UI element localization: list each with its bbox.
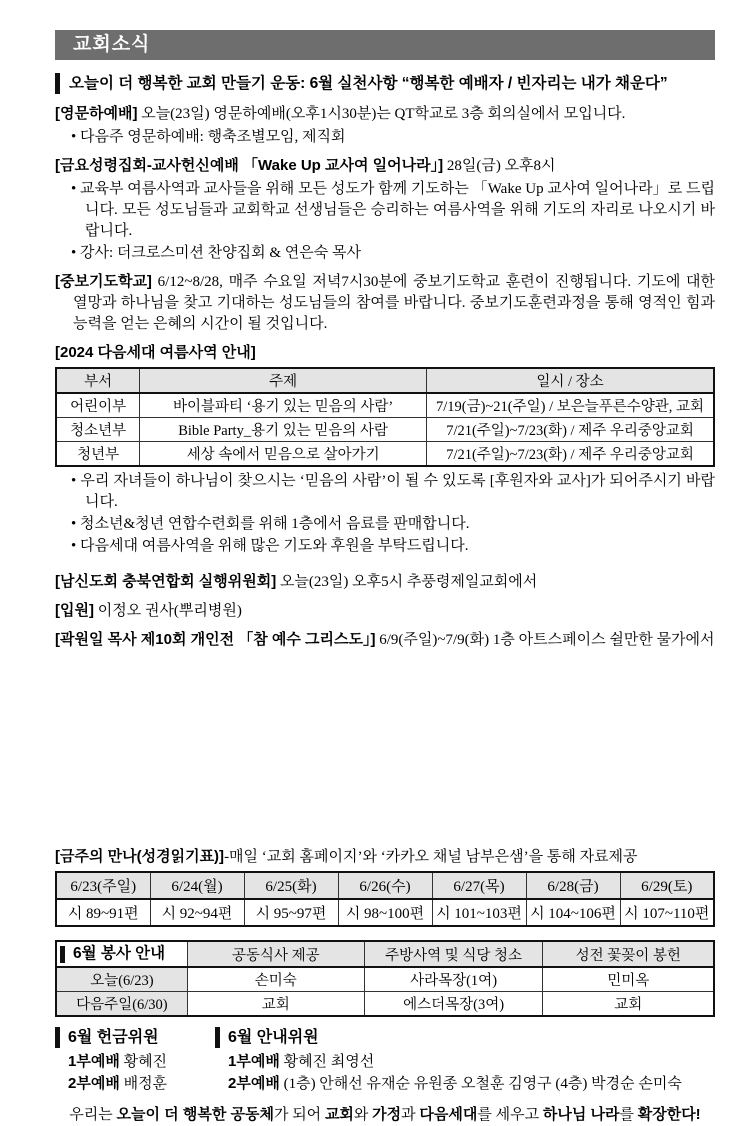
table-header-row [56, 872, 714, 899]
manna-heading [55, 846, 715, 868]
june-service-table [55, 940, 715, 1017]
friday-revival-bullet-1: • 교육부 여름사역과 교사들을 위해 모든 성도가 함께 기도하는 「Wake Up 교사여 일어나라」로 드립니다. 모든 성도님들과 교회학교 선생님들은 승리하는 여름사역을 위해 기도의 자리로 나오시기 바랍니다. [55, 179, 715, 242]
table-row [56, 393, 714, 418]
motto-segment-bold: 다음세대 [419, 1106, 478, 1123]
exhibition-text: 6/9(주일)~7/9(화) 1층 아트스페이스 쉴만한 물가에서 [379, 632, 715, 648]
summer-ministry-heading [55, 342, 715, 364]
church-news-title-bar: 교회소식 [55, 30, 715, 60]
header-date-place: 일시 / 장소 [427, 368, 714, 393]
cell-reading: 시 92~94편 [150, 899, 244, 926]
summer-note-3: • 다음세대 여름사역을 위해 많은 기도와 후원을 부탁드립니다. [55, 536, 715, 557]
cell-department: 어린이부 [56, 393, 140, 418]
friday-revival-label: [금요성령집회-교사헌신예배 「Wake Up 교사여 일어나라」] [55, 157, 444, 174]
usher-row-1 [215, 1051, 715, 1073]
table-row [56, 899, 714, 926]
service-2-label: 2부예배 [68, 1075, 120, 1092]
table-header-row [56, 368, 714, 393]
cell-meal: 교회 [187, 992, 364, 1017]
cell-department: 청소년부 [56, 418, 140, 442]
committee-section [55, 1027, 715, 1095]
manna-text: -매일 ‘교회 홈페이지’와 ‘카카오 채널 남부은샘’을 통해 자료제공 [224, 849, 638, 865]
monthly-campaign-headline: 오늘이 더 행복한 교회 만들기 운동: 6월 실천사항 “행복한 예배자 / 빈자리는 내가 채운다” [55, 73, 715, 94]
offering-row-2 [55, 1073, 215, 1095]
header-day: 6/27(목) [432, 872, 526, 899]
hospitalized-announcement [55, 600, 715, 622]
hospitalized-text: 이정오 권사(뿌리병원) [97, 603, 242, 619]
mens-council-label: [남신도회 충북연합회 실행위원회] [55, 573, 277, 590]
row-label-today: 오늘(6/23) [56, 967, 187, 992]
motto-segment-bold: 가정 [372, 1106, 402, 1123]
mens-council-announcement [55, 571, 715, 593]
header-theme: 주제 [140, 368, 427, 393]
service-2-name: 배정훈 [123, 1076, 168, 1092]
motto-segment: 를 세우고 [477, 1107, 543, 1123]
table-row [56, 992, 714, 1017]
cell-reading: 시 98~100편 [338, 899, 432, 926]
motto-segment: 우리는 [69, 1107, 117, 1123]
friday-revival-bullet-2: • 강사: 더크로스미션 찬양집회 & 연은숙 목사 [55, 243, 715, 264]
english-worship-bullet: • 다음주 영문하예배: 행축조별모임, 제직회 [55, 127, 715, 148]
cell-reading: 시 101~103편 [432, 899, 526, 926]
header-day: 6/29(토) [620, 872, 714, 899]
service-table-title-cell [56, 941, 187, 967]
exhibition-announcement [55, 629, 715, 651]
motto-segment: 과 [401, 1107, 420, 1123]
cell-flowers: 교회 [543, 992, 714, 1017]
header-flowers: 성전 꽃꽂이 봉헌 [543, 941, 714, 967]
service-1-label: 1부예배 [228, 1053, 280, 1070]
cell-reading: 시 107~110편 [620, 899, 714, 926]
cell-reading: 시 95~97편 [244, 899, 338, 926]
offering-committee [55, 1027, 215, 1095]
usher-committee-title: 6월 안내위원 [215, 1027, 715, 1048]
motto-segment: 가 되어 [273, 1107, 325, 1123]
service-1-label: 1부예배 [68, 1053, 120, 1070]
table-header-row [56, 941, 714, 967]
header-meal: 공동식사 제공 [187, 941, 364, 967]
summer-notes [55, 471, 715, 557]
offering-committee-title: 6월 헌금위원 [55, 1027, 215, 1048]
cell-theme: 세상 속에서 믿음으로 살아가기 [140, 442, 427, 467]
cell-reading: 시 104~106편 [526, 899, 620, 926]
table-row [56, 967, 714, 992]
cell-theme: 바이블파티 ‘용기 있는 믿음의 사람’ [140, 393, 427, 418]
motto-segment: 와 [353, 1107, 373, 1123]
usher-committee [215, 1027, 715, 1095]
row-label-next-week: 다음주일(6/30) [56, 992, 187, 1017]
cell-kitchen: 사라목장(1여) [364, 967, 543, 992]
header-day: 6/24(월) [150, 872, 244, 899]
cell-reading: 시 89~91편 [56, 899, 150, 926]
header-department: 부서 [56, 368, 140, 393]
motto-segment-bold: 하나님 나라 [542, 1106, 620, 1123]
summer-note-2: • 청소년&청년 연합수련회를 위해 1층에서 음료를 판매합니다. [55, 514, 715, 535]
cell-date-place: 7/21(주일)~7/23(화) / 제주 우리중앙교회 [427, 418, 714, 442]
service-1-names: 황혜진 최영선 [283, 1054, 375, 1070]
service-2-label: 2부예배 [228, 1075, 280, 1092]
header-day: 6/23(주일) [56, 872, 150, 899]
cell-date-place: 7/21(주일)~7/23(화) / 제주 우리중앙교회 [427, 442, 714, 467]
church-motto [55, 1104, 715, 1126]
mens-council-text: 오늘(23일) 오후5시 추풍령제일교회에서 [279, 574, 538, 590]
cell-kitchen: 에스더목장(3여) [364, 992, 543, 1017]
intercession-school-text: 6/12~8/28, 매주 수요일 저녁7시30분에 중보기도학교 훈련이 진행됩니다. 기도에 대한 열망과 하나님을 찾고 기대하는 성도님들의 참여를 바랍니다. 중보기도훈련과정을 통해 영적인 힘과 능력을 얻는 은혜의 시간이 될 것입니다. [73, 274, 715, 332]
motto-segment-bold: 교회 [324, 1106, 354, 1123]
service-table-title-text: 6월 봉사 안내 [73, 945, 166, 962]
cell-meal: 손미숙 [187, 967, 364, 992]
motto-segment: 를 [619, 1107, 638, 1123]
friday-revival-announcement [55, 155, 715, 177]
cell-date-place: 7/19(금)~21(주일) / 보은늘푸른수양관, 교회 [427, 393, 714, 418]
header-kitchen: 주방사역 및 식당 청소 [364, 941, 543, 967]
cell-theme: Bible Party_용기 있는 믿음의 사람 [140, 418, 427, 442]
header-day: 6/26(수) [338, 872, 432, 899]
offering-row-1 [55, 1051, 215, 1073]
motto-segment-bold: 확장한다! [637, 1106, 701, 1123]
header-day: 6/25(화) [244, 872, 338, 899]
friday-revival-text: 28일(금) 오후8시 [446, 158, 556, 174]
service-2-names: (1층) 안해선 유재순 유원종 오철훈 김영구 (4층) 박경순 손미숙 [283, 1076, 682, 1092]
english-worship-label: [영문하예배] [55, 105, 138, 122]
service-table-title [60, 943, 184, 965]
bible-reading-table [55, 871, 715, 927]
blank-space [55, 653, 715, 846]
service-1-name: 황혜진 [123, 1054, 168, 1070]
intercession-school-label: [중보기도학교] [55, 273, 152, 290]
summer-note-1: • 우리 자녀들이 하나님이 찾으시는 ‘믿음의 사람’이 될 수 있도록 [후원자와 교사]가 되어주시기 바랍니다. [55, 471, 715, 513]
summer-ministry-label: [2024 다음세대 여름사역 안내] [55, 344, 256, 361]
intercession-school-announcement [55, 271, 715, 335]
english-worship-text: 오늘(23일) 영문하예배(오후1시30분)는 QT학교로 3층 회의실에서 모입니다. [141, 106, 626, 122]
accent-bar [60, 946, 65, 963]
usher-row-2 [215, 1073, 715, 1095]
english-worship-announcement [55, 103, 715, 125]
summer-ministry-table [55, 367, 715, 467]
table-row [56, 418, 714, 442]
header-day: 6/28(금) [526, 872, 620, 899]
cell-department: 청년부 [56, 442, 140, 467]
cell-flowers: 민미옥 [543, 967, 714, 992]
motto-segment-bold: 오늘이 더 행복한 공동체 [116, 1106, 274, 1123]
exhibition-label: [곽원일 목사 제10회 개인전 「참 예수 그리스도」] [55, 631, 376, 648]
manna-label: [금주의 만나(성경읽기표)] [55, 848, 225, 865]
table-row [56, 442, 714, 467]
hospitalized-label: [입원] [55, 602, 94, 619]
